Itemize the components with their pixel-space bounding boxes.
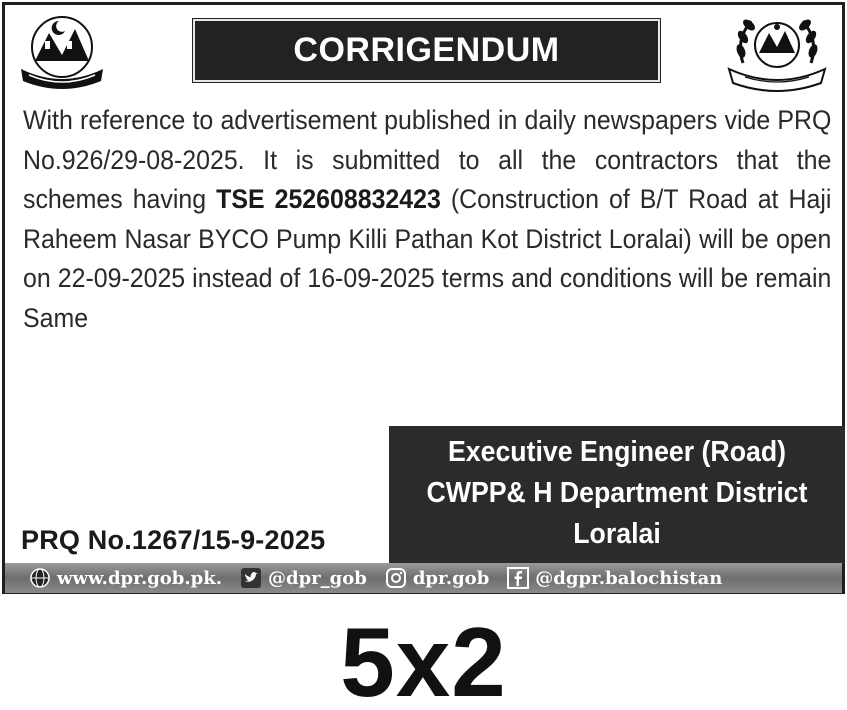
globe-icon bbox=[29, 567, 51, 589]
instagram-handle: dpr.gob bbox=[412, 567, 490, 589]
instagram-link[interactable] bbox=[385, 567, 489, 589]
advertisement-frame bbox=[2, 2, 845, 594]
website-label: www.dpr.gob.pk. bbox=[57, 567, 222, 589]
signature-department: CWPP& H Department District bbox=[426, 477, 808, 509]
social-media-bar bbox=[5, 563, 842, 593]
balochistan-emblem-icon bbox=[15, 11, 109, 93]
website-link[interactable] bbox=[29, 567, 222, 589]
corrigendum-body bbox=[23, 101, 831, 338]
body-text-part2: (Construction of B/T Road at Haji Raheem Nasar BYCO Pump Killi Pathan Kot District Loralai) will be open on 22-09-2025 instead of 16-09-2025 terms and conditions will be remain Same bbox=[23, 184, 832, 333]
twitter-icon bbox=[240, 567, 262, 589]
signature-block bbox=[389, 426, 845, 564]
ad-size-label: 5x2 bbox=[340, 607, 507, 710]
twitter-link[interactable] bbox=[240, 567, 367, 589]
instagram-icon bbox=[385, 567, 407, 589]
page-title: CORRIGENDUM bbox=[193, 19, 660, 82]
facebook-link[interactable] bbox=[507, 567, 722, 589]
information-department-seal-icon bbox=[721, 11, 833, 93]
body-text-part1: With reference to advertisement published in daily newspapers vide PRQ No.926/29-08-2025. It is submitted to all the contractors that the schemes having bbox=[23, 105, 832, 214]
facebook-icon bbox=[507, 567, 529, 589]
tse-number: TSE 252608832423 bbox=[216, 184, 441, 214]
facebook-handle: @dgpr.balochistan bbox=[535, 567, 723, 589]
twitter-handle: @dpr_gob bbox=[267, 567, 367, 589]
prq-number: PRQ No.1267/15-9-2025 bbox=[21, 525, 326, 555]
signature-designation: Executive Engineer (Road) bbox=[447, 436, 787, 468]
signature-location: Loralai bbox=[573, 518, 661, 550]
